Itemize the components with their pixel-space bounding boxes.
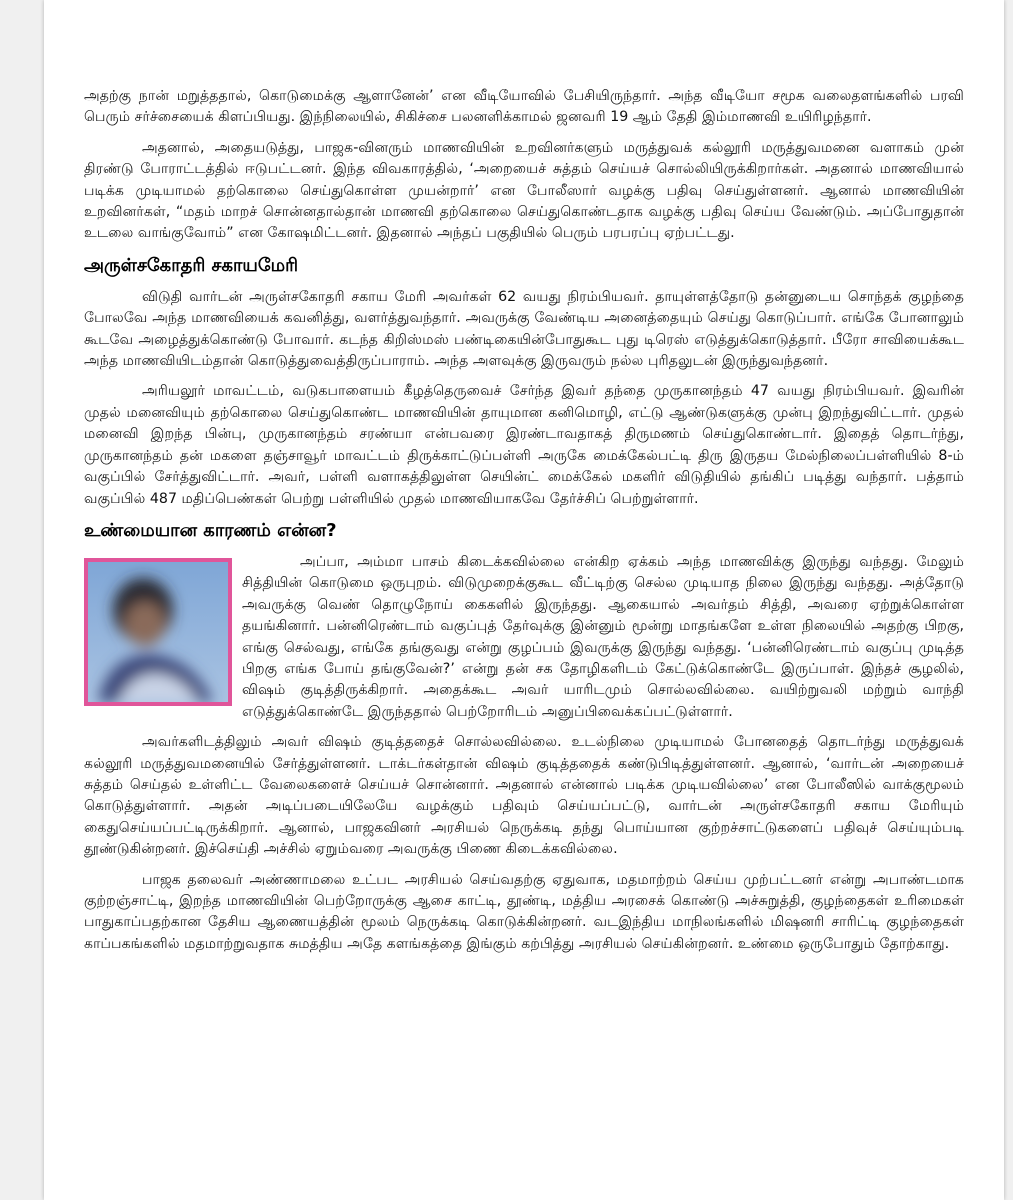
blurred-photo-image bbox=[88, 562, 228, 702]
paragraph-2: அதனால், அதையடுத்து, பாஜக-வினரும் மாணவியின் உறவினர்களும் மருத்துவக் கல்லூரி மருத்துவமனை வளாகம் முன் திரண்டு போராட்டத்தில் ஈடுபட்டனர். இந்த விவகாரத்தில், ‘அறையைச் சுத்தம் செய்யச் சொல்லியிருக்கிறார்கள். அதனால் மாணவியால் படிக்க முடியாமல் தற்கொலை செய்துகொள்ள முயன்றார்’ என போலீஸார் வழக்கு பதிவு செய்துள்ளனர். ஆனால் மாணவியின் உறவினர்கள், “மதம் மாறச் சொன்னதால்தான் மாணவி தற்கொலை செய்துகொண்டதாக வழக்கு பதிவு செய்ய வேண்டும். அப்போதுதான் உடலை வாங்குவோம்” என கோஷமிட்டனர். இதனால் அந்தப் பகுதியில் பெரும் பரபரப்பு ஏற்பட்டது. bbox=[84, 139, 964, 242]
document-page bbox=[44, 0, 1004, 1200]
section-heading-1: அருள்சகோதரி சகாயமேரி bbox=[84, 254, 299, 276]
paragraph-5-text: அப்பா, அம்மா பாசம் கிடைக்கவில்லை என்கிற ஏக்கம் அந்த மாணவிக்கு இருந்து வந்தது. மேலும் சித்தியின் கொடுமை ஒருபுறம். விடுமுறைக்குகூட வீட்டிற்கு செல்ல முடியாத நிலை இருந்து வந்தது. அத்தோடு அவருக்கு வெண் தொழுநோய் கைகளில் இருந்தது. ஆகையால் அவர்தம் சித்தி, அவரை ஏற்றுக்கொள்ள தயங்கினார். பன்னிரெண்டாம் வகுப்புத் தேர்வுக்கு இன்னும் மூன்று மாதங்களே உள்ள நிலையில் அதற்கு பிறகு, எங்கு செல்வது, எங்கே தங்குவது என்று குழப்பம் இவருக்கு இருந்து வந்தது. ‘பன்னிரெண்டாம் வகுப்பு முடித்த பிறகு எங்க போய் தங்குவேன்?’ என்று தன் சக தோழிகளிடம் கேட்டுக்கொண்டே இருப்பாள். இந்தச் சூழலில், விஷம் குடித்திருக்கிறார். அதைக்கூட அவர் யாரிடமும் சொல்லவில்லை. வயிற்றுவலி மற்றும் வாந்தி எடுத்துக்கொண்டே இருந்ததால் பெற்றோரிடம் அனுப்பிவைக்கப்பட்டுள்ளார். bbox=[242, 553, 964, 720]
paragraph-4: அரியலூர் மாவட்டம், வடுகபாளையம் கீழத்தெருவைச் சேர்ந்த இவர் தந்தை முருகானந்தம் 47 வயது நிரம்பியவர். இவரின் முதல் மனைவியும் தற்கொலை செய்துகொண்ட மாணவியின் தாயுமான கனிமொழி, எட்டு ஆண்டுகளுக்கு முன்பு இறந்துவிட்டார். முதல் மனைவி இறந்த பின்பு, முருகானந்தம் சரண்யா என்பவரை இரண்டாவதாகத் திருமணம் செய்துகொண்டார். இதைத் தொடர்ந்து, முருகானந்தம் தன் மகளை தஞ்சாவூர் மாவட்டம் திருக்காட்டுப்பள்ளி அருகே மைக்கேல்பட்டி திரு இருதய மேல்நிலைப்பள்ளியில் 8-ம் வகுப்பில் சேர்த்துவிட்டார். அவர், பள்ளி வளாகத்திலுள்ள செயின்ட் மைக்கேல் மகளிர் விடுதியில் தங்கிப் படித்து வந்தார். பத்தாம் வகுப்பில் 487 மதிப்பெண்கள் பெற்று பள்ளியில் முதல் மாணவியாகவே தேர்ச்சிப் பெற்றுள்ளார். bbox=[84, 383, 964, 507]
section-heading-2: உண்மையான காரணம் என்ன? bbox=[84, 519, 337, 541]
paragraph-7: பாஜக தலைவர் அண்ணாமலை உட்பட அரசியல் செய்வதற்கு ஏதுவாக, மதமாற்றம் செய்ய முற்பட்டனர் என்று அபாண்டமாக குற்றஞ்சாட்டி, இறந்த மாணவியின் பெற்றோருக்கு ஆசை காட்டி, தூண்டி, மத்திய அரசைக் கொண்டு அச்சுறுத்தி, குழந்தைகள் உரிமைகள் பாதுகாப்பதற்கான தேசிய ஆணையத்தின் மூலம் நெருக்கடி கொடுக்கின்றனர். வடஇந்திய மாநிலங்களில் மிஷனரி சாரிட்டி குழந்தைகள் காப்பகங்களில் மதமாற்றுவதாக சுமத்திய அதே களங்கத்தை இங்கும் கற்பித்து அரசியல் செய்கின்றனர். உண்மை ஒருபோதும் தோற்காது. bbox=[84, 871, 964, 952]
paragraph-1: அதற்கு நான் மறுத்ததால், கொடுமைக்கு ஆளானேன்’ என வீடியோவில் பேசியிருந்தார். அந்த வீடியோ சமூக வலைதளங்களில் பரவி பெரும் சர்ச்சையைக் கிளப்பியது. இந்நிலையில், சிகிச்சை பலனளிக்காமல் ஜனவரி 19 ஆம் தேதி இம்மாணவி உயிரிழந்தார். bbox=[84, 88, 964, 126]
paragraph-3: விடுதி வார்டன் அருள்சகோதரி சகாய மேரி அவர்கள் 62 வயது நிரம்பியவர். தாயுள்ளத்தோடு தன்னுடைய சொந்தக் குழந்தை போலவே அந்த மாணவியைக் கவனித்து, வளர்த்துவந்தார். அவருக்கு வேண்டிய அனைத்தையும் செய்து கொடுப்பார். எங்கே போனாலும் கூடவே அழைத்துக்கொண்டு போவார். கடந்த கிறிஸ்மஸ் பண்டிகையின்போதுகூட புது டிரெஸ் எடுத்துக்கொடுத்தார். பீரோ சாவியைக்கூட அந்த மாணவியிடம்தான் கொடுத்துவைத்திருப்பாராம். அந்த அளவுக்கு இருவரும் நல்ல புரிதலுடன் இருந்துவந்தனர். bbox=[84, 288, 964, 370]
paragraph-5 bbox=[84, 552, 964, 723]
article-body bbox=[84, 86, 964, 964]
paragraph-6: அவர்களிடத்திலும் அவர் விஷம் குடித்ததைச் சொல்லவில்லை. உடல்நிலை முடியாமல் போனதைத் தொடர்ந்து மருத்துவக் கல்லூரி மருத்துவமனையில் சேர்த்துள்ளனர். டாக்டர்கள்தான் விஷம் குடித்ததைக் கண்டுபிடித்துள்ளனர். ஆனால், ‘வார்டன் அறையைச் சுத்தம் செய்தல் உள்ளிட்ட வேலைகளைச் செய்யச் சொன்னார். அதனால் என்னால் படிக்க முடியவில்லை’ என போலீஸில் வாக்குமூலம் கொடுத்துள்ளார். அதன் அடிப்படையிலேயே வழக்கும் பதிவும் செய்யப்பட்டு, வார்டன் அருள்சகோதரி சகாய மேரியும் கைதுசெய்யப்பட்டிருக்கிறார். ஆனால், பாஜகவினர் அரசியல் நெருக்கடி தந்து பொய்யான குற்றச்சாட்டுகளைப் பதிவுச் செய்யும்படி தூண்டுகின்றனர். இச்செய்தி அச்சில் ஏறும்வரை அவருக்கு பிணை கிடைக்கவில்லை. bbox=[84, 734, 964, 858]
student-photo bbox=[84, 558, 232, 706]
